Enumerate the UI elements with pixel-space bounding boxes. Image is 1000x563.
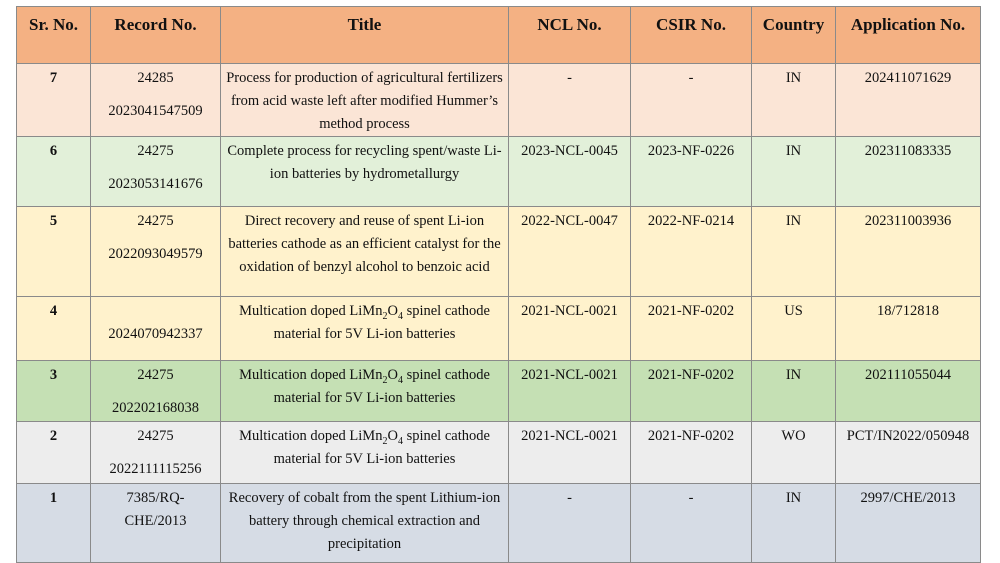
title-cell [221,422,509,484]
country-cell: US [752,297,836,361]
title-subscript-o: 4 [397,310,403,322]
record-no-cell [91,484,221,563]
title-cell: Complete process for recycling spent/waste Li-ion batteries by hydrometallurgy [221,137,509,207]
csir-no-cell: 2022-NF-0214 [631,207,752,297]
record-no-cell [91,64,221,137]
sr-no-cell: 6 [17,137,91,207]
ncl-no-cell: 2023-NCL-0045 [509,137,631,207]
header-csir-no: CSIR No. [631,7,752,64]
csir-no-cell: - [631,484,752,563]
country-cell: WO [752,422,836,484]
application-no-cell: 202411071629 [836,64,981,137]
record-no-secondary: 2023041547509 [108,103,203,119]
title-subscript-o: 4 [397,435,403,447]
application-no-cell: 202311003936 [836,207,981,297]
table-row [17,422,981,484]
record-no-primary: 24275 [137,143,174,159]
ncl-no-cell: 2022-NCL-0047 [509,207,631,297]
ncl-no-cell: - [509,64,631,137]
title-text-end: spinel cathode material for 5V Li-ion batteries [273,428,490,467]
record-no-cell [91,297,221,361]
record-no-secondary: 2023053141676 [108,176,203,192]
title-text-start: Multication doped LiMn [239,367,383,383]
application-no-cell: 18/712818 [836,297,981,361]
title-cell [221,361,509,422]
csir-no-cell: 2021-NF-0202 [631,422,752,484]
country-cell: IN [752,484,836,563]
country-cell: IN [752,207,836,297]
record-no-primary: 7385/RQ-CHE/2013 [124,490,187,529]
sr-no-cell: 1 [17,484,91,563]
title-cell [221,297,509,361]
header-ncl-no: NCL No. [509,7,631,64]
ncl-no-cell: 2021-NCL-0021 [509,297,631,361]
sr-no-cell: 2 [17,422,91,484]
ncl-no-cell: 2021-NCL-0021 [509,361,631,422]
table-row [17,297,981,361]
record-no-secondary: 2022093049579 [108,246,203,262]
header-record-no: Record No. [91,7,221,64]
header-country: Country [752,7,836,64]
table-row [17,361,981,422]
table-row [17,484,981,563]
title-subscript-mn: 2 [382,310,388,322]
application-no-cell: 202311083335 [836,137,981,207]
title-text-oxygen: O [387,428,398,444]
title-text-oxygen: O [387,303,398,319]
record-no-primary: 24285 [137,70,174,86]
application-no-cell: PCT/IN2022/050948 [836,422,981,484]
title-subscript-mn: 2 [382,435,388,447]
table-row [17,207,981,297]
sr-no-cell: 3 [17,361,91,422]
application-no-cell: 2997/CHE/2013 [836,484,981,563]
title-subscript-o: 4 [397,374,403,386]
table-row [17,137,981,207]
record-no-primary: 24275 [137,428,174,444]
csir-no-cell: - [631,64,752,137]
title-cell: Process for production of agricultural fertilizers from acid waste left after modified Hummer’s method process [221,64,509,137]
header-sr-no: Sr. No. [17,7,91,64]
title-text-end: spinel cathode material for 5V Li-ion batteries [273,303,490,342]
sr-no-cell: 5 [17,207,91,297]
record-no-cell [91,207,221,297]
header-row [17,7,981,64]
header-application-no: Application No. [836,7,981,64]
record-no-primary: 24275 [137,213,174,229]
sr-no-cell: 7 [17,64,91,137]
ncl-no-cell: 2021-NCL-0021 [509,422,631,484]
title-cell: Recovery of cobalt from the spent Lithium-ion battery through chemical extraction and precipitation [221,484,509,563]
country-cell: IN [752,361,836,422]
csir-no-cell: 2023-NF-0226 [631,137,752,207]
title-text-end: spinel cathode material for 5V Li-ion batteries [273,367,490,406]
sr-no-cell: 4 [17,297,91,361]
title-text-start: Multication doped LiMn [239,303,383,319]
record-no-cell [91,137,221,207]
patents-table [16,6,981,563]
application-no-cell: 202111055044 [836,361,981,422]
title-cell: Direct recovery and reuse of spent Li-ion batteries cathode as an efficient catalyst for the oxidation of benzyl alcohol to benzoic acid [221,207,509,297]
header-title: Title [221,7,509,64]
record-no-secondary: 202202168038 [112,400,199,416]
country-cell: IN [752,137,836,207]
country-cell: IN [752,64,836,137]
title-text-start: Multication doped LiMn [239,428,383,444]
record-no-secondary: 2022111115256 [109,461,202,477]
title-text-oxygen: O [387,367,398,383]
record-no-secondary: 2024070942337 [108,326,203,342]
record-no-primary: 24275 [137,367,174,383]
record-no-primary [95,300,216,323]
record-no-cell [91,422,221,484]
table-row [17,64,981,137]
ncl-no-cell: - [509,484,631,563]
csir-no-cell: 2021-NF-0202 [631,361,752,422]
csir-no-cell: 2021-NF-0202 [631,297,752,361]
title-subscript-mn: 2 [382,374,388,386]
record-no-cell [91,361,221,422]
